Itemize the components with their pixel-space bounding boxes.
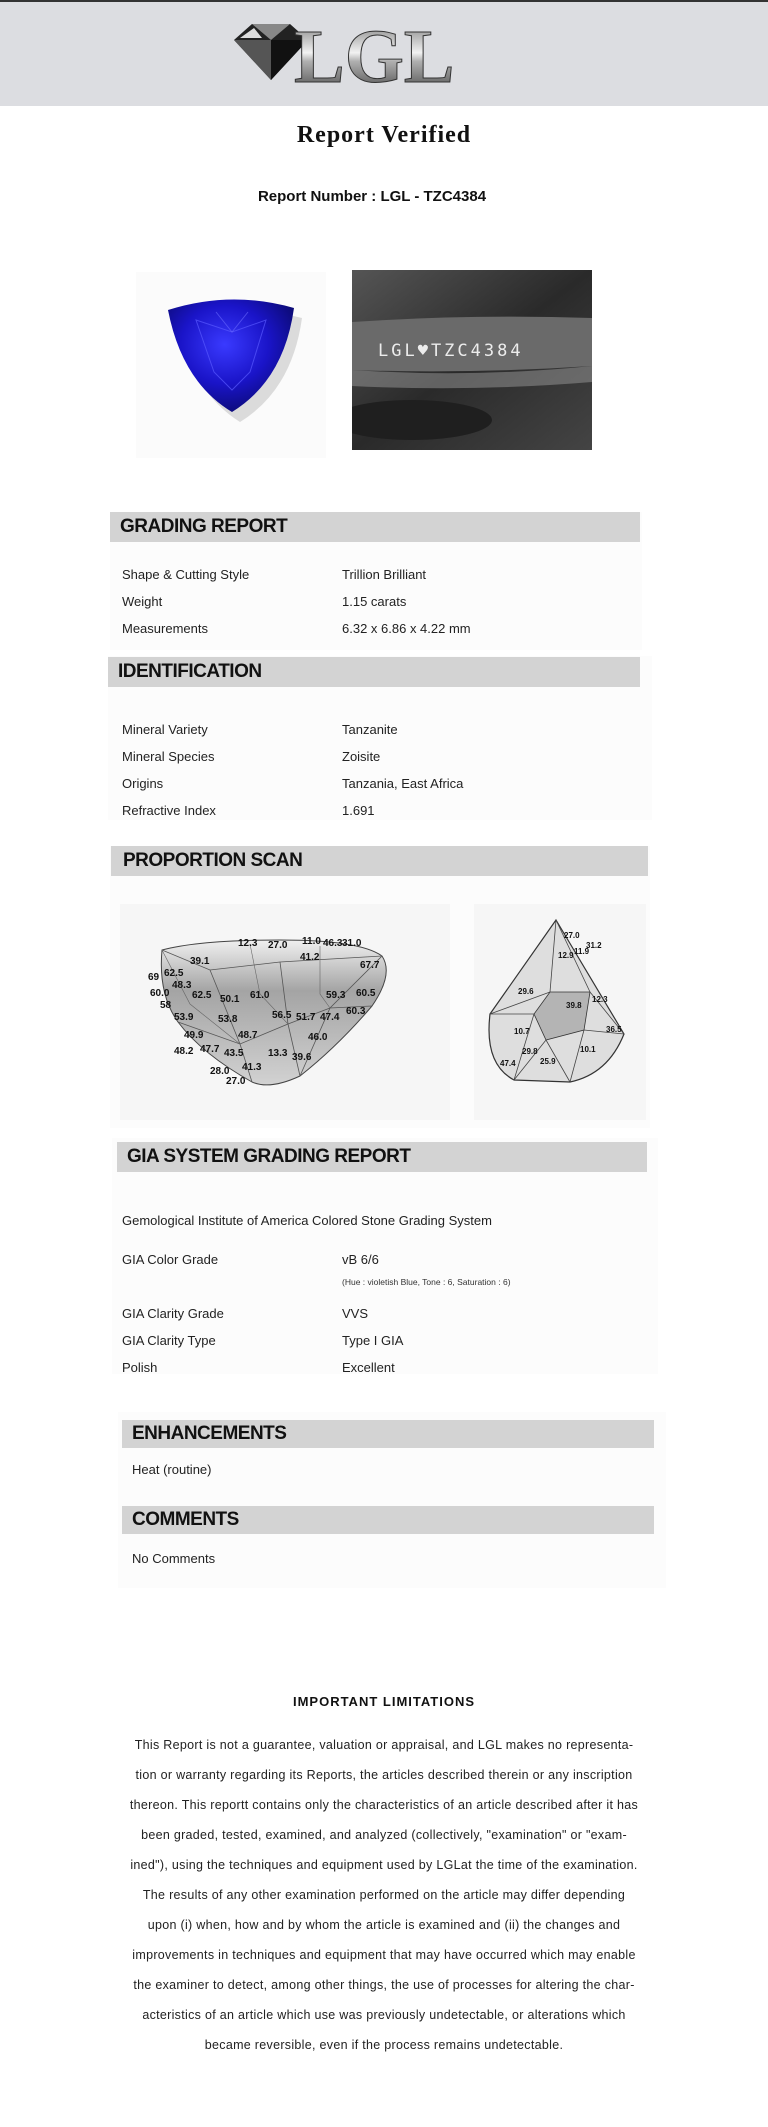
measurement-label: 58: [160, 1000, 172, 1011]
limitations-line: ined"), using the techniques and equipment used by LGLat the time of the examination.: [130, 1858, 638, 1872]
gia-system-name: Gemological Institute of America Colored Stone Grading System: [122, 1213, 492, 1228]
inscription-photo: [352, 270, 592, 450]
measurement-label: 39.8: [566, 1001, 582, 1010]
comments-heading: COMMENTS: [122, 1506, 654, 1534]
mineral-species-label: Mineral Species: [122, 749, 215, 764]
measurement-label: 47.4: [500, 1059, 516, 1068]
measurement-label: 13.3: [268, 1048, 288, 1059]
refractive-index-value: 1.691: [342, 803, 375, 818]
measurement-label: 67.7: [360, 960, 380, 971]
measurement-label: 46.0: [308, 1032, 328, 1043]
limitations-line: upon (i) when, how and by whom the article is examined and (ii) the changes and: [147, 1918, 621, 1932]
profile-diagram: [120, 904, 450, 1120]
gem-photo: [136, 272, 326, 458]
measurement-label: 12.3: [238, 938, 258, 949]
limitations-heading: IMPORTANT LIMITATIONS: [292, 1694, 476, 1709]
gia-color-grade-note: (Hue : violetish Blue, Tone : 6, Saturation : 6): [342, 1277, 511, 1287]
gia-clarity-type-value: Type I GIA: [342, 1333, 404, 1348]
limitations-line: This Report is not a guarantee, valuation or appraisal, and LGL makes no representa-: [134, 1738, 634, 1752]
measurement-label: 36.5: [606, 1025, 622, 1034]
measurement-label: 48.7: [238, 1030, 258, 1041]
measurement-label: 53.8: [218, 1014, 238, 1025]
proportion-scan-profile: [120, 904, 450, 1120]
measurement-label: 47.4: [320, 1012, 340, 1023]
measurement-label: 60.3: [346, 1006, 366, 1017]
measurement-label: 50.1: [220, 994, 240, 1005]
measurement-label: 47.7: [200, 1044, 220, 1055]
gia-heading: GIA SYSTEM GRADING REPORT: [117, 1142, 647, 1172]
gia-clarity-type-label: GIA Clarity Type: [122, 1333, 216, 1348]
limitations-line: The results of any other examination performed on the article may differ depending: [142, 1888, 626, 1902]
origins-value: Tanzania, East Africa: [342, 776, 464, 791]
lgl-logo[interactable]: [232, 16, 492, 96]
measurements-label: Measurements: [122, 621, 208, 636]
limitations-line: acteristics of an article which use was previously undetectable, or alterations which: [142, 2008, 626, 2022]
measurement-label: 62.5: [164, 968, 184, 979]
svg-text:LGL: LGL: [294, 16, 455, 96]
measurement-label: 62.5: [192, 990, 212, 1001]
measurement-label: 10.1: [580, 1045, 596, 1054]
limitations-line: thereon. This reportt contains only the characteristics of an article described after it has: [129, 1798, 639, 1812]
measurement-label: 12.9: [558, 951, 574, 960]
enhancements-heading: ENHANCEMENTS: [122, 1420, 654, 1448]
polish-value: Excellent: [342, 1360, 395, 1375]
measurement-label: 56.5: [272, 1010, 292, 1021]
measurement-label: 49.9: [184, 1030, 204, 1041]
measurement-label: 46.3: [323, 938, 343, 949]
limitations-line: tion or warranty regarding its Reports, the articles described therein or any inscription: [135, 1768, 633, 1782]
polish-label: Polish: [122, 1360, 158, 1375]
measurement-label: 25.9: [540, 1057, 556, 1066]
measurement-label: 60.0: [150, 988, 170, 999]
shape-value: Trillion Brilliant: [342, 567, 427, 582]
report-number: Report Number : LGL - TZC4384: [257, 188, 487, 205]
gia-clarity-grade-value: VVS: [342, 1306, 369, 1321]
page-header: [0, 0, 768, 106]
measurements-value: 6.32 x 6.86 x 4.22 mm: [342, 621, 471, 636]
measurement-label: 61.0: [250, 990, 270, 1001]
gia-clarity-grade-label: GIA Clarity Grade: [122, 1306, 224, 1321]
measurement-label: 11.9: [574, 947, 590, 956]
measurement-label: 27.0: [564, 931, 580, 940]
proportion-scan-top: [474, 904, 646, 1120]
measurement-label: 59.3: [326, 990, 346, 1001]
gia-color-grade-value: vB 6/6: [342, 1252, 379, 1267]
measurement-label: 27.0: [226, 1076, 246, 1087]
origins-label: Origins: [122, 776, 164, 791]
measurement-label: 11.0: [302, 936, 321, 947]
measurement-label: 29.6: [518, 987, 534, 996]
limitations-line: improvements in techniques and equipment that may have occurred which may enable: [132, 1948, 636, 1962]
mineral-variety-value: Tanzanite: [342, 722, 398, 737]
proportion-scan-heading: PROPORTION SCAN: [111, 846, 648, 876]
measurement-label: 31.2: [586, 941, 602, 950]
comments-text: No Comments: [132, 1551, 216, 1566]
measurement-label: 51.7: [296, 1012, 316, 1023]
limitations-line: became reversible, even if the process remains undetectable.: [204, 2038, 564, 2052]
measurement-label: 43.5: [224, 1048, 244, 1059]
measurement-label: 39.1: [190, 956, 210, 967]
measurement-label: 48.2: [174, 1046, 194, 1057]
measurement-label: 48.3: [172, 980, 192, 991]
top-view-diagram: [474, 904, 646, 1120]
gia-color-grade-label: GIA Color Grade: [122, 1252, 219, 1267]
measurement-label: 10.7: [514, 1027, 530, 1036]
measurement-label: 27.0: [268, 940, 288, 951]
limitations-text: [118, 1730, 650, 2060]
measurement-label: 60.5: [356, 988, 376, 999]
identification-heading: IDENTIFICATION: [108, 657, 640, 687]
measurement-label: 41.2: [300, 952, 320, 963]
svg-text:LGL♥TZC4384: LGL♥TZC4384: [378, 341, 524, 361]
limitations-line: been graded, tested, examined, and analyzed (collectively, "examination" or "exam-: [141, 1828, 627, 1842]
weight-value: 1.15 carats: [342, 594, 407, 609]
limitations-line: the examiner to detect, among other things, the use of processes for altering the char-: [133, 1978, 635, 1992]
measurement-label: 69: [148, 972, 160, 983]
mineral-variety-label: Mineral Variety: [122, 722, 208, 737]
diamond-logo-icon: [232, 16, 492, 96]
enhancements-text: Heat (routine): [132, 1462, 212, 1477]
weight-label: Weight: [122, 594, 163, 609]
measurement-label: 29.8: [522, 1047, 538, 1056]
measurement-label: 28.0: [210, 1066, 230, 1077]
grading-report-heading: GRADING REPORT: [110, 512, 640, 542]
measurement-label: 31.0: [342, 938, 362, 949]
refractive-index-label: Refractive Index: [122, 803, 216, 818]
measurement-label: 53.9: [174, 1012, 194, 1023]
measurement-label: 12.3: [592, 995, 608, 1004]
measurement-label: 41.3: [242, 1062, 262, 1073]
measurement-label: 39.6: [292, 1052, 312, 1063]
mineral-species-value: Zoisite: [342, 749, 381, 764]
shape-label: Shape & Cutting Style: [122, 567, 250, 582]
page-title: Report Verified: [296, 122, 472, 148]
